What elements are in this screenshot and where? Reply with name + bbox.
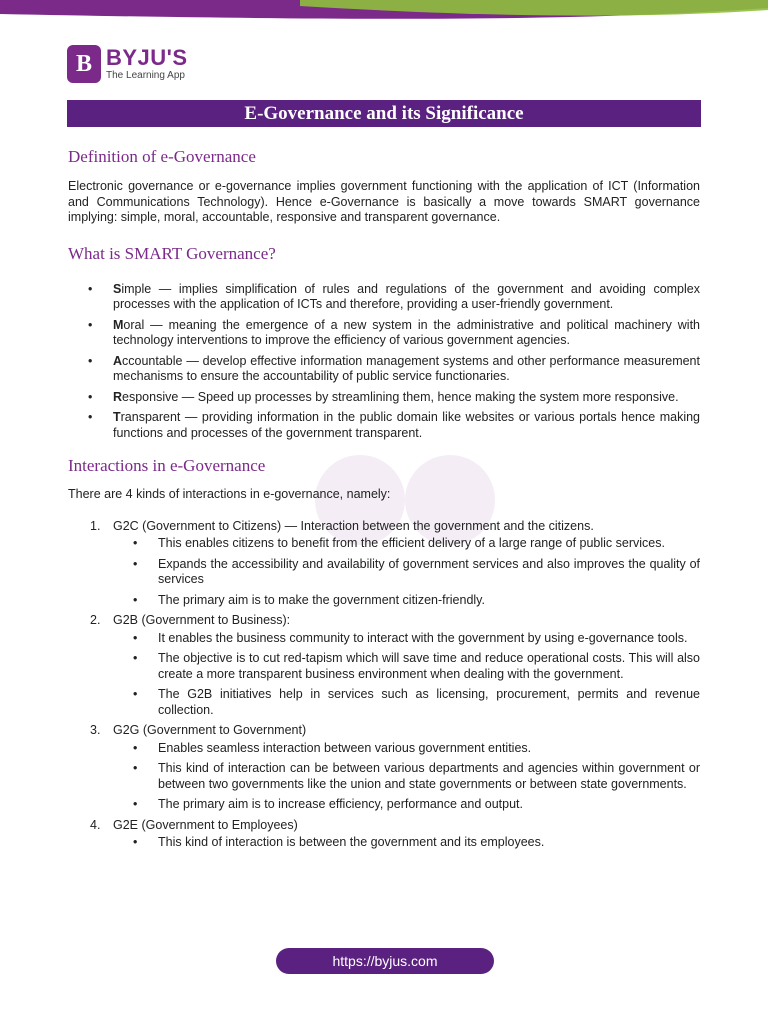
interaction-point: • The objective is to cut red-tapism which will save time and reduce operational costs. This will also create a more transparent business environment when dealing with the government. [113, 651, 700, 682]
interaction-item [68, 519, 700, 609]
interaction-title: G2G (Government to Government) [113, 723, 307, 737]
top-decorative-wave [0, 0, 768, 24]
interaction-points [113, 835, 700, 851]
interaction-point: • This enables citizens to benefit from the efficient delivery of a large range of public services. [113, 536, 700, 552]
interactions-heading: Interactions in e-Governance [68, 456, 266, 475]
smart-item-text: ransparent — providing information in the public domain like websites or various portals hence making functions and processes of the government transparent. [113, 410, 700, 440]
logo-text [106, 47, 188, 81]
smart-item-letter: A [113, 353, 123, 368]
interaction-points [113, 536, 700, 608]
interactions-list [68, 519, 700, 851]
interaction-point: • This kind of interaction can be between various departments and agencies within government or between two governments like the union and state governments or between state governments. [113, 761, 700, 792]
document-body [68, 146, 700, 856]
interaction-number: 4. [90, 817, 101, 832]
smart-item-text: imple — implies simplification of rules and regulations of the government and avoiding complex processes with the application of ICTs and therefore, providing a user-friendly government. [113, 281, 700, 311]
brand-logo [67, 45, 188, 83]
brand-name: BYJU'S [106, 45, 188, 70]
interaction-points [113, 741, 700, 813]
interaction-number: 1. [90, 518, 101, 533]
smart-item-letter: S [113, 281, 122, 296]
smart-item-letter: T [113, 410, 121, 424]
interaction-point: • Expands the accessibility and availability of government services and also improves the quality of services [113, 557, 700, 588]
smart-heading: What is SMART Governance? [68, 243, 276, 263]
definition-heading: Definition of e-Governance [68, 147, 256, 166]
smart-item-letter: R [113, 389, 123, 404]
interaction-points [113, 631, 700, 719]
interaction-point: • This kind of interaction is between the government and its employees. [113, 835, 700, 851]
smart-item-letter: M [113, 317, 124, 332]
interaction-title: G2C (Government to Citizens) — Interaction between the government and the citizens. [113, 518, 594, 533]
brand-tagline: The Learning App [106, 70, 185, 81]
interaction-title: G2B (Government to Business): [113, 613, 291, 627]
interaction-point: • Enables seamless interaction between various government entities. [113, 741, 700, 757]
interaction-point: • It enables the business community to interact with the government by using e-governance tools. [113, 631, 700, 647]
interactions-intro: There are 4 kinds of interactions in e-governance, namely: [68, 487, 391, 501]
logo-icon: B [67, 45, 101, 83]
interaction-title: G2E (Government to Employees) [113, 817, 298, 832]
smart-item-text: ccountable — develop effective information management systems and other performance measurement mechanisms to ensure the accountability of public service functionaries. [113, 353, 700, 383]
smart-item [68, 282, 700, 313]
smart-item-text: esponsive — Speed up processes by streamlining them, hence making the system more responsive. [122, 389, 679, 404]
smart-item [68, 410, 700, 441]
smart-item-text: oral — meaning the emergence of a new system in the administrative and political machinery with technology interventions to improve the efficiency of various government agencies. [113, 317, 700, 347]
footer-url-link[interactable]: https://byjus.com [276, 948, 494, 974]
smart-item [68, 390, 700, 406]
interaction-item [68, 818, 700, 851]
interaction-item [68, 723, 700, 813]
interaction-number: 3. [90, 723, 101, 737]
definition-text: Electronic governance or e-governance implies government functioning with the application of ICT (Information and Communications Technology). Hence e-Governance is basically a move towards SMART governance implying: simple, moral, accountable, responsive and transparent governance. [68, 179, 700, 224]
smart-item [68, 354, 700, 385]
smart-list [68, 282, 700, 442]
interaction-point: • The G2B initiatives help in services such as licensing, procurement, permits and revenue collection. [113, 687, 700, 718]
page-title: E-Governance and its Significance [67, 100, 701, 127]
interaction-number: 2. [90, 613, 101, 627]
interaction-item [68, 613, 700, 718]
interaction-point: • The primary aim is to increase efficiency, performance and output. [113, 797, 700, 813]
interaction-point: • The primary aim is to make the government citizen-friendly. [113, 593, 700, 609]
smart-item [68, 318, 700, 349]
